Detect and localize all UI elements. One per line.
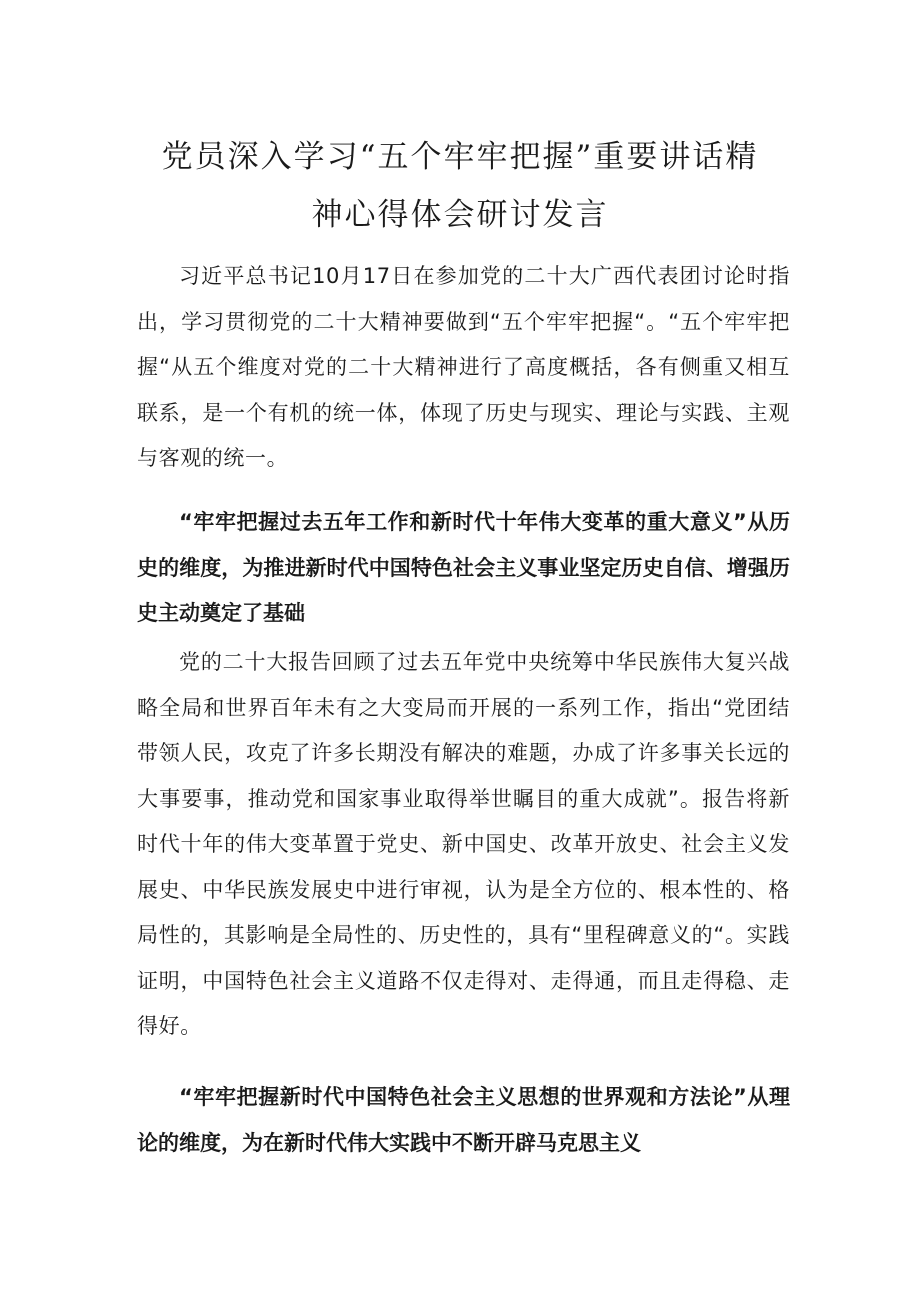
document-title — [130, 128, 790, 244]
paragraph-history: 党的二十大报告回顾了过去五年党中央统筹中华民族伟大复兴战略全局和世界百年未有之大变局而开展的一系列工作，指出“党团结带领人民，攻克了许多长期没有解决的难题，办成了许多事关长远的大事要事，推动党和国家事业取得举世瞩目的重大成就”。报告将新时代十年的伟大变革置于党史、新中国史、改革开放史、社会主义发展史、中华民族发展史中进行审视，认为是全方位的、根本性的、格局性的，其影响是全局性的、历史性的，具有“里程碑意义的“。实践证明，中国特色社会主义道路不仅走得对、走得通，而且走得稳、走得好。 — [137, 650, 790, 1038]
title-line-1: 党员深入学习“五个牢牢把握”重要讲话精 — [161, 139, 759, 175]
section-heading-history: “牢牢把握过去五年工作和新时代十年伟大变革的重大意义”从历史的维度，为推进新时代中国特色社会主义事业坚定历史自信、增强历史主动奠定了基础 — [137, 510, 790, 625]
title-line-2: 神心得体会研讨发言 — [311, 197, 609, 233]
section-heading-theory: “牢牢把握新时代中国特色社会主义思想的世界观和方法论”从理论的维度，为在新时代伟大实践中不断开辟马克思主义 — [137, 1085, 790, 1155]
paragraph-intro: 习近平总书记10月17日在参加党的二十大广西代表团讨论时指出，学习贯彻党的二十大精神要做到“五个牢牢把握“。“五个牢牢把握“从五个维度对党的二十大精神进行了高度概括，各有侧重又相互联系，是一个有机的统一体，体现了历史与现实、理论与实践、主观与客观的统一。 — [137, 264, 790, 470]
